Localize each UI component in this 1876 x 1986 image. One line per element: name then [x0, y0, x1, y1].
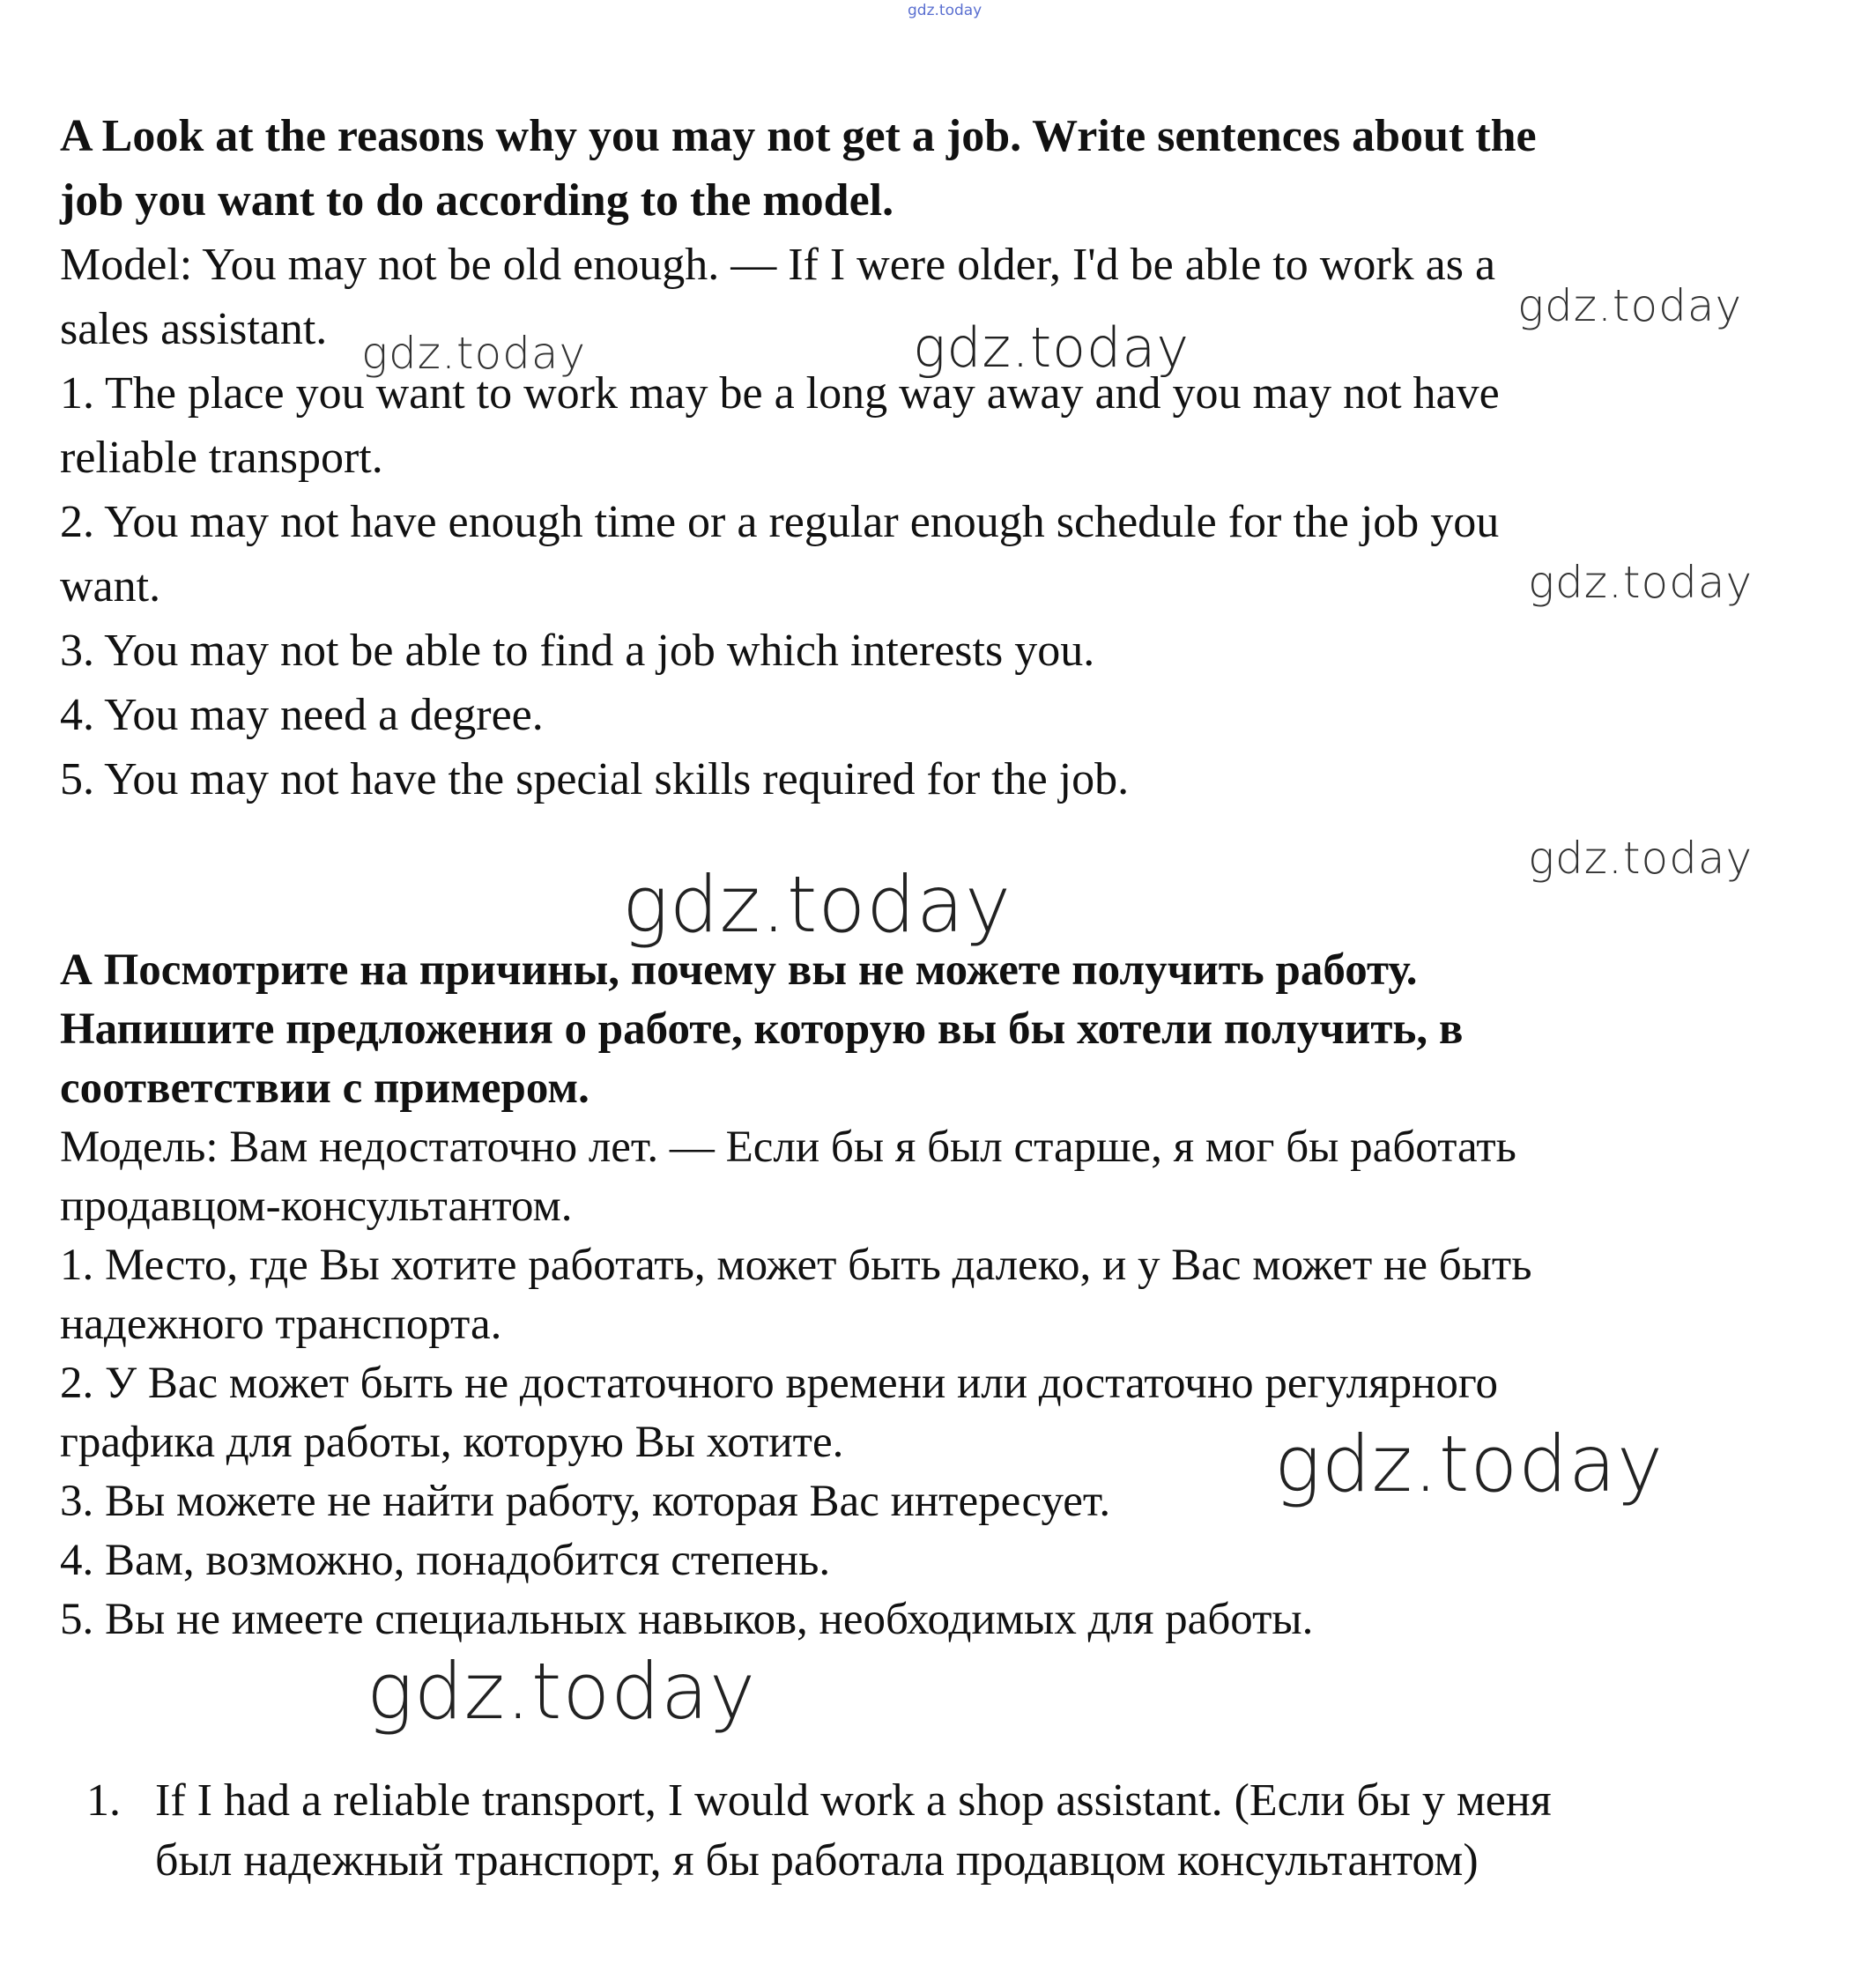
watermark: gdz.today	[1517, 280, 1743, 331]
russian-item-line: надежного транспорта.	[60, 1300, 502, 1349]
english-item-line: want.	[60, 561, 161, 611]
english-item-line: 1. The place you want to work may be a long way away and you may not have	[60, 368, 1500, 419]
english-item-line: 5. You may not have the special skills required for the job.	[60, 754, 1130, 804]
russian-model-line: продавцом-консультантом.	[60, 1182, 573, 1231]
answer-line: If I had a reliable transport, I would work a shop assistant. (Если бы у меня	[155, 1775, 1552, 1826]
russian-item-line: 5. Вы не имеете специальных навыков, необходимых для работы.	[60, 1595, 1314, 1644]
watermark: gdz.today	[367, 1646, 757, 1737]
top-watermark: gdz.today	[908, 2, 982, 19]
english-item-line: 4. You may need a degree.	[60, 690, 544, 740]
russian-title-line: Напишите предложения о работе, которую вы бы хотели получить, в	[60, 1004, 1464, 1054]
russian-item-line: 3. Вы можете не найти работу, которая Вас интересует.	[60, 1477, 1111, 1526]
russian-model-line: Модель: Вам недостаточно лет. — Если бы я был старше, я мог бы работать	[60, 1123, 1516, 1172]
russian-item-line: 2. У Вас может быть не достаточного времени или достаточно регулярного	[60, 1359, 1499, 1408]
russian-task	[60, 941, 1822, 1649]
english-title-line: job you want to do according to the model.	[60, 175, 894, 226]
watermark: gdz.today	[913, 315, 1190, 380]
english-item-line: reliable transport.	[60, 433, 383, 483]
answer-text	[155, 1771, 1552, 1891]
english-title-line: A Look at the reasons why you may not get a job. Write sentences about the	[60, 111, 1537, 161]
english-item-line: 3. You may not be able to find a job which interests you.	[60, 626, 1095, 676]
watermark: gdz.today	[622, 859, 1012, 950]
russian-item-line: 4. Вам, возможно, понадобится степень.	[60, 1536, 831, 1585]
watermark: gdz.today	[1528, 557, 1754, 608]
english-task	[60, 104, 1805, 811]
answer-number: 1.	[86, 1775, 121, 1826]
russian-item-line: 1. Место, где Вы хотите работать, может быть далеко, и у Вас может не быть	[60, 1241, 1532, 1290]
english-model-line: sales assistant.	[60, 304, 328, 354]
answer-line: был надежный транспорт, я бы работала продавцом консультантом)	[155, 1835, 1479, 1886]
watermark: gdz.today	[1274, 1419, 1665, 1509]
russian-title-line: соответствии с примером.	[60, 1063, 589, 1113]
english-item-line: 2. You may not have enough time or a regular enough schedule for the job you	[60, 497, 1500, 547]
watermark: gdz.today	[1528, 833, 1754, 884]
russian-item-line: графика для работы, которую Вы хотите.	[60, 1418, 844, 1467]
english-model-line: Model: You may not be old enough. — If I were older, I'd be able to work as a	[60, 240, 1496, 290]
russian-title-line: А Посмотрите на причины, почему вы не можете получить работу.	[60, 945, 1418, 995]
watermark: gdz.today	[361, 328, 587, 379]
